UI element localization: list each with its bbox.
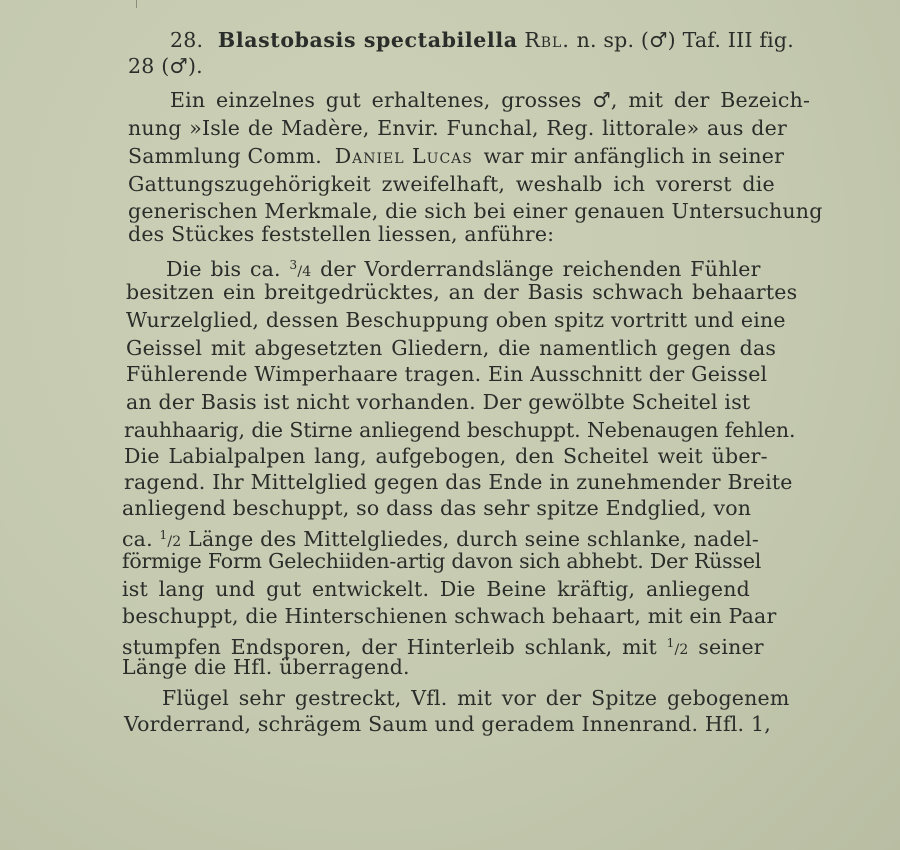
fraction-denominator: /2 (674, 642, 689, 658)
fraction-numerator: 3 (289, 258, 298, 272)
para1-line2: nung »Isle de Madère, Envir. Funchal, Reg. littorale» aus der (128, 116, 787, 140)
para1-line5: generischen Merkmale, die sich bei einer genauen Untersuchung (128, 199, 823, 223)
para2-line16: Länge die Hfl. überragend. (122, 655, 410, 679)
para2-line15-after: seiner (698, 635, 764, 659)
collector-name: Daniel Lucas (334, 144, 473, 168)
fraction-numerator: 1 (666, 636, 675, 650)
para2-line1-after: der Vorderrandslänge reichenden Fühler (320, 257, 761, 281)
para1-line6: des Stückes feststellen liessen, anführe: (128, 222, 555, 246)
para2-line6: an der Basis ist nicht vorhanden. Der gewölbte Scheitel ist (126, 390, 751, 414)
fraction-denominator: /2 (167, 534, 182, 550)
para2-line14: beschuppt, die Hinterschienen schwach behaart, mit ein Paar (122, 604, 777, 628)
species-heading-line2: 28 (♂). (128, 54, 203, 78)
para1-line4: Gattungszugehörigkeit zweifelhaft, weshalb ich vorerst die (128, 172, 775, 196)
para2-line15-before: stumpfen Endsporen, der Hinterleib schlank, mit (122, 635, 657, 659)
para2-line4: Geissel mit abgesetzten Gliedern, die namentlich gegen das (126, 336, 777, 360)
species-number: 28. (170, 28, 204, 52)
species-heading-line1 (170, 28, 794, 52)
para2-line11-after: Länge des Mittelgliedes, durch seine schlanke, nadel- (188, 527, 760, 551)
para2-line8: Die Labialpalpen lang, aufgebogen, den Scheitel weit über- (124, 444, 768, 468)
species-heading-rest: n. sp. (♂) Taf. III fig. (576, 28, 794, 52)
para2-line13: ist lang und gut entwickelt. Die Beine kräftig, anliegend (122, 577, 750, 601)
para3-line2: Vorderrand, schrägem Saum und geradem Innenrand. Hfl. 1, (124, 712, 771, 736)
fraction-denominator: /4 (297, 264, 312, 280)
para3-line1: Flügel sehr gestreckt, Vfl. mit vor der Spitze gebogenem (162, 686, 790, 710)
para1-line3 (128, 144, 784, 168)
species-name: Blastobasis spectabilella (217, 28, 518, 52)
para2-line11-before: ca. (122, 527, 153, 551)
para2-line7: rauhhaarig, die Stirne anliegend beschuppt. Nebenaugen fehlen. (124, 418, 796, 442)
para1-line3-before: Sammlung Comm. (128, 144, 322, 168)
para2-line1-before: Die bis ca. (166, 257, 281, 281)
para1-line3-after: war mir anfänglich in seiner (483, 144, 785, 168)
para2-line5: Fühlerende Wimperhaare tragen. Ein Ausschnitt der Geissel (126, 362, 768, 386)
page-speck (136, 0, 137, 8)
para2-line9: ragend. Ihr Mittelglied gegen das Ende in zunehmender Breite (124, 470, 793, 494)
para2-line12: förmige Form Gelechiiden-artig davon sich abhebt. Der Rüssel (122, 549, 762, 573)
fraction-numerator: 1 (159, 528, 168, 542)
para2-line3: Wurzelglied, dessen Beschuppung oben spitz vortritt und eine (126, 308, 786, 332)
para1-line1: Ein einzelnes gut erhaltenes, grosses ♂, mit der Bezeich- (170, 88, 811, 112)
para2-line2: besitzen ein breitgedrücktes, an der Basis schwach behaartes (126, 280, 798, 304)
species-author: Rbl. (524, 28, 570, 52)
para2-line10: anliegend beschuppt, so dass das sehr spitze Endglied, von (122, 496, 752, 520)
